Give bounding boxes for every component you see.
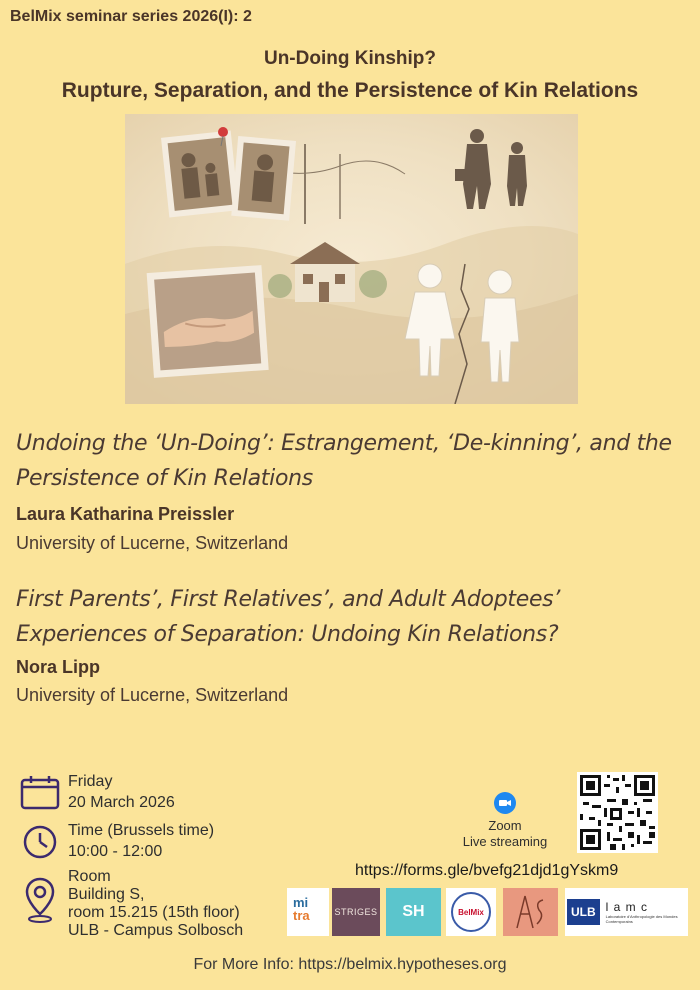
qr-code[interactable] (577, 772, 658, 853)
belmix-logo (446, 888, 496, 936)
laios-logo-mark (503, 888, 558, 936)
talk-2-affiliation: University of Lucerne, Switzerland (16, 685, 289, 705)
event-room-label: Room (68, 868, 111, 885)
more-info-link[interactable]: For More Info: https://belmix.hypotheses.org (193, 956, 507, 973)
talk-1-title-line2: Persistence of Kin Relations (16, 466, 313, 491)
talk-1-title-line1: Undoing the ‘Un-Doing’: Estrangement, ‘De-kinning’, and the (16, 431, 672, 456)
event-date (68, 771, 175, 813)
event-time (68, 820, 214, 862)
lamc-logo (606, 900, 678, 924)
talk-2-title-line2: Experiences of Separation: Undoing Kin Relations? (16, 622, 559, 647)
belmix-logo-text: BelMix (458, 907, 484, 917)
talk-2-title-line1: First Parents’, First Relatives’, and Adult Adoptees’ (16, 587, 561, 612)
kinship-illustration (125, 114, 578, 404)
belmix-logo-ring (451, 892, 491, 932)
zoom-info (455, 792, 555, 850)
striges-logo-text: STRIGES (334, 907, 378, 917)
event-time-label: Time (Brussels time) (68, 822, 215, 839)
clock-icon (22, 824, 58, 865)
location-pin-icon (24, 876, 56, 929)
zoom-icon (494, 792, 516, 814)
main-subtitle: Rupture, Separation, and the Persistence of Kin Relations (61, 79, 639, 102)
mitra-logo (287, 888, 329, 936)
event-room-line2: room 15.215 (15th floor) (68, 904, 240, 921)
event-room-line3: ULB - Campus Solbosch (68, 922, 244, 939)
registration-link[interactable]: https://forms.gle/bvefg21djd1gYskm9 (355, 862, 619, 879)
zoom-sub: Live streaming (462, 834, 548, 849)
talk-1-speaker: Laura Katharina Preissler (16, 504, 235, 524)
event-time-value: 10:00 - 12:00 (68, 843, 163, 860)
mitra-logo-line1: mi (293, 895, 309, 910)
laios-logo (503, 888, 558, 936)
hero-illustration (125, 114, 578, 404)
lamc-logo-sub: Laboratoire d'Anthropologie des Mondes Contemporains (605, 914, 678, 924)
event-room (68, 868, 243, 940)
series-label: BelMix seminar series 2026(I): 2 (10, 8, 252, 25)
talk-1-affiliation: University of Lucerne, Switzerland (16, 533, 289, 553)
event-date-value: 20 March 2026 (68, 794, 175, 811)
ulb-logo: ULB (567, 899, 600, 925)
msh-logo (386, 888, 441, 936)
event-room-line1: Building S, (68, 886, 145, 903)
msh-logo-text: SH (402, 903, 425, 920)
event-day: Friday (68, 773, 113, 790)
ulb-lamc-logo (565, 888, 688, 936)
mitra-logo-line2: tra (293, 908, 310, 923)
main-title: Un-Doing Kinship? (263, 48, 437, 69)
zoom-label: Zoom (488, 818, 522, 833)
striges-logo (332, 888, 380, 936)
talk-2-speaker: Nora Lipp (16, 657, 100, 677)
lamc-logo-text: l a m c (605, 900, 649, 914)
calendar-icon (20, 774, 60, 815)
